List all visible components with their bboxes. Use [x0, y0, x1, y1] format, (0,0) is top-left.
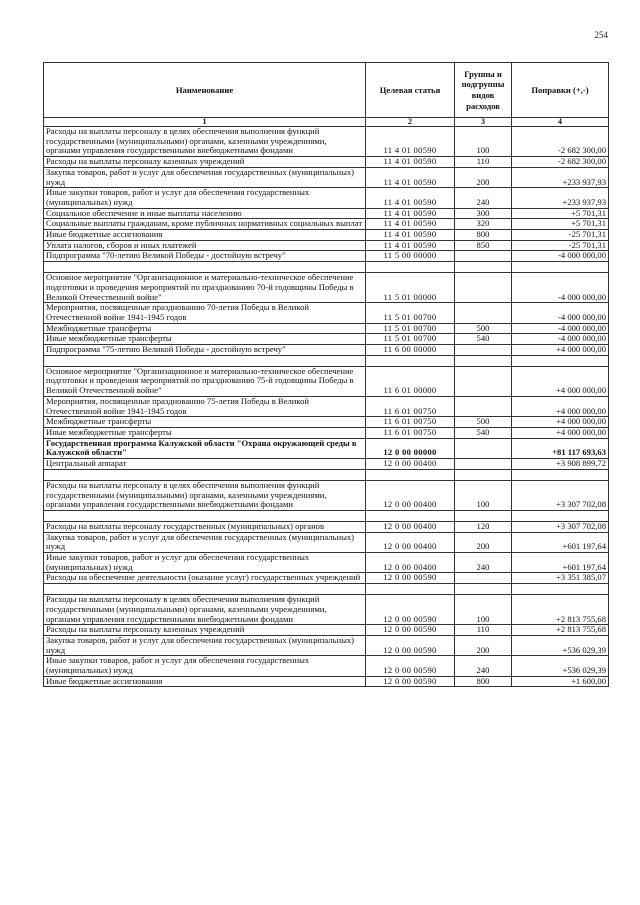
table-row: [44, 396, 609, 416]
row-target-article-cell: 11 5 01 00700: [366, 323, 455, 334]
row-expense-group-cell: [455, 251, 512, 262]
row-expense-group-cell: 540: [455, 427, 512, 438]
column-number-row: [44, 118, 609, 127]
spacer-cell: [512, 469, 609, 480]
spacer-cell: [512, 355, 609, 366]
row-expense-group-cell: 110: [455, 625, 512, 636]
row-target-article-cell: 11 4 01 00590: [366, 157, 455, 168]
row-name-cell: Мероприятия, посвященные празднованию 70-летия Победы в Великой Отечественной войне 1941-1945 годов: [44, 303, 366, 323]
row-amendment-amount-cell: +4 000 000,00: [512, 417, 609, 428]
row-expense-group-cell: [455, 573, 512, 584]
row-expense-group-cell: 110: [455, 157, 512, 168]
spacer-cell: [455, 584, 512, 595]
row-target-article-cell: 11 4 01 00590: [366, 230, 455, 241]
row-target-article-cell: 11 4 01 00590: [366, 208, 455, 219]
row-target-article-cell: 12 0 00 00590: [366, 595, 455, 625]
budget-amendments-table: [43, 62, 609, 687]
spacer-cell: [512, 510, 609, 521]
row-name-cell: Подпрограмма "75-летию Великой Победы - достойную встречу": [44, 345, 366, 356]
row-expense-group-cell: 500: [455, 417, 512, 428]
row-name-cell: Межбюджетные трансферты: [44, 417, 366, 428]
spacer-cell: [455, 355, 512, 366]
row-target-article-cell: 11 5 01 00700: [366, 303, 455, 323]
table-row: [44, 303, 609, 323]
header-amendments: Поправки (+,-): [512, 63, 609, 118]
row-target-article-cell: 12 0 00 00400: [366, 459, 455, 470]
row-name-cell: Центральный аппарат: [44, 459, 366, 470]
table-header-row: [44, 63, 609, 118]
row-amendment-amount-cell: -4 000 000,00: [512, 334, 609, 345]
row-name-cell: Подпрограмма "70-летию Великой Победы - достойную встречу": [44, 251, 366, 262]
page-number: 254: [594, 30, 608, 40]
spacer-cell: [44, 584, 366, 595]
table-row: [44, 240, 609, 251]
spacer-cell: [512, 584, 609, 595]
row-name-cell: Социальные выплаты гражданам, кроме публичных нормативных социальных выплат: [44, 219, 366, 230]
header-target-article: Целевая статья: [366, 63, 455, 118]
table-row: [44, 595, 609, 625]
row-target-article-cell: 12 0 00 00590: [366, 573, 455, 584]
table-row: [44, 167, 609, 187]
spacer-cell: [44, 262, 366, 273]
header-expense-groups: Группы и подгруппы видов расходов: [455, 63, 512, 118]
row-target-article-cell: 12 0 00 00400: [366, 532, 455, 552]
table-row: [44, 459, 609, 470]
row-spacer: [44, 469, 609, 480]
row-spacer: [44, 584, 609, 595]
row-name-cell: Иные бюджетные ассигнования: [44, 230, 366, 241]
row-expense-group-cell: [455, 459, 512, 470]
spacer-cell: [455, 469, 512, 480]
row-name-cell: Закупка товаров, работ и услуг для обеспечения государственных (муниципальных) нужд: [44, 635, 366, 655]
table-row: [44, 219, 609, 230]
row-expense-group-cell: [455, 273, 512, 303]
row-amendment-amount-cell: -25 701,31: [512, 230, 609, 241]
table-row: [44, 273, 609, 303]
row-amendment-amount-cell: +1 600,00: [512, 676, 609, 687]
table-row: [44, 656, 609, 676]
table-row: [44, 127, 609, 157]
row-spacer: [44, 510, 609, 521]
row-expense-group-cell: [455, 303, 512, 323]
row-name-cell: Иные закупки товаров, работ и услуг для обеспечения государственных (муниципальных) нужд: [44, 656, 366, 676]
row-expense-group-cell: 800: [455, 676, 512, 687]
row-name-cell: Социальное обеспечение и иные выплаты населению: [44, 208, 366, 219]
row-name-cell: Расходы на выплаты персоналу казенных учреждений: [44, 625, 366, 636]
row-amendment-amount-cell: -4 000 000,00: [512, 273, 609, 303]
row-target-article-cell: 12 0 00 00590: [366, 635, 455, 655]
table-row: [44, 480, 609, 510]
row-name-cell: Иные межбюджетные трансферты: [44, 334, 366, 345]
table-row: [44, 157, 609, 168]
row-amendment-amount-cell: +4 000 000,00: [512, 345, 609, 356]
row-target-article-cell: 11 6 01 00750: [366, 427, 455, 438]
row-amendment-amount-cell: -4 000 000,00: [512, 303, 609, 323]
spacer-cell: [366, 262, 455, 273]
row-amendment-amount-cell: +3 351 385,07: [512, 573, 609, 584]
row-name-cell: Основное мероприятие "Организационное и материально-техническое обеспечение подготовки и проведения мероприятий по празднованию 70-й годовщины Победы в Великой Отечественной войне": [44, 273, 366, 303]
row-expense-group-cell: 100: [455, 595, 512, 625]
row-target-article-cell: 11 4 01 00590: [366, 127, 455, 157]
row-expense-group-cell: 320: [455, 219, 512, 230]
row-expense-group-cell: 200: [455, 167, 512, 187]
row-target-article-cell: 11 4 01 00590: [366, 240, 455, 251]
row-target-article-cell: 12 0 00 00400: [366, 553, 455, 573]
row-expense-group-cell: [455, 396, 512, 416]
row-expense-group-cell: 240: [455, 656, 512, 676]
table-row: [44, 366, 609, 396]
spacer-cell: [455, 510, 512, 521]
row-amendment-amount-cell: +5 701,31: [512, 208, 609, 219]
table-row: [44, 553, 609, 573]
row-name-cell: Иные бюджетные ассигнования: [44, 676, 366, 687]
column-number: 4: [512, 118, 609, 127]
row-expense-group-cell: 200: [455, 532, 512, 552]
table-row: [44, 417, 609, 428]
row-expense-group-cell: 200: [455, 635, 512, 655]
row-expense-group-cell: 120: [455, 521, 512, 532]
row-name-cell: Расходы на выплаты персоналу казенных учреждений: [44, 157, 366, 168]
row-target-article-cell: 11 4 01 00590: [366, 167, 455, 187]
row-amendment-amount-cell: -2 682 300,00: [512, 127, 609, 157]
row-name-cell: Межбюджетные трансферты: [44, 323, 366, 334]
row-amendment-amount-cell: +81 117 693,63: [512, 438, 609, 458]
column-number: 1: [44, 118, 366, 127]
spacer-cell: [366, 510, 455, 521]
row-target-article-cell: 11 6 00 00000: [366, 345, 455, 356]
row-target-article-cell: 12 0 00 00590: [366, 676, 455, 687]
spacer-cell: [44, 355, 366, 366]
row-target-article-cell: 12 0 00 00000: [366, 438, 455, 458]
table-row: [44, 208, 609, 219]
row-amendment-amount-cell: +233 937,93: [512, 167, 609, 187]
row-name-cell: Основное мероприятие "Организационное и материально-техническое обеспечение подготовки и проведения мероприятий по празднованию 75-й годовщины Победы в Великой Отечественной войне": [44, 366, 366, 396]
table-row: [44, 323, 609, 334]
row-target-article-cell: 11 5 00 00000: [366, 251, 455, 262]
row-name-cell: Мероприятия, посвященные празднованию 75-летия Победы в Великой Отечественной войне 1941-1945 годов: [44, 396, 366, 416]
row-spacer: [44, 262, 609, 273]
spacer-cell: [366, 469, 455, 480]
row-target-article-cell: 11 4 01 00590: [366, 188, 455, 208]
row-target-article-cell: 11 6 01 00750: [366, 396, 455, 416]
table-row: [44, 251, 609, 262]
table-row: [44, 334, 609, 345]
table-row: [44, 427, 609, 438]
table-row: [44, 438, 609, 458]
row-amendment-amount-cell: -2 682 300,00: [512, 157, 609, 168]
table-row: [44, 188, 609, 208]
row-spacer: [44, 355, 609, 366]
row-expense-group-cell: 240: [455, 188, 512, 208]
table-row: [44, 625, 609, 636]
table-row: [44, 635, 609, 655]
table-row: [44, 521, 609, 532]
row-target-article-cell: 11 6 01 00750: [366, 417, 455, 428]
row-target-article-cell: 11 6 01 00000: [366, 366, 455, 396]
row-target-article-cell: 12 0 00 00590: [366, 656, 455, 676]
spacer-cell: [44, 469, 366, 480]
row-name-cell: Расходы на выплаты персоналу в целях обеспечения выполнения функций государственными (муниципальными) органами, казенными учреждениями, органами управления государственными внебюджетными фондами: [44, 480, 366, 510]
row-target-article-cell: 11 5 01 00000: [366, 273, 455, 303]
row-amendment-amount-cell: -4 000 000,00: [512, 323, 609, 334]
row-amendment-amount-cell: +3 307 702,08: [512, 480, 609, 510]
column-number: 3: [455, 118, 512, 127]
table-row: [44, 532, 609, 552]
row-amendment-amount-cell: +4 000 000,00: [512, 366, 609, 396]
row-expense-group-cell: 540: [455, 334, 512, 345]
row-name-cell: Иные закупки товаров, работ и услуг для обеспечения государственных (муниципальных) нужд: [44, 553, 366, 573]
row-expense-group-cell: 100: [455, 480, 512, 510]
row-name-cell: Расходы на выплаты персоналу в целях обеспечения выполнения функций государственными (муниципальными) органами, казенными учреждениями, органами управления государственными внебюджетными фондами: [44, 595, 366, 625]
table-row: [44, 345, 609, 356]
row-amendment-amount-cell: +233 937,93: [512, 188, 609, 208]
spacer-cell: [44, 510, 366, 521]
row-amendment-amount-cell: +3 908 899,72: [512, 459, 609, 470]
row-expense-group-cell: [455, 438, 512, 458]
row-expense-group-cell: 240: [455, 553, 512, 573]
column-number: 2: [366, 118, 455, 127]
header-name: Наименование: [44, 63, 366, 118]
row-name-cell: Государственная программа Калужской области "Охрана окружающей среды в Калужской области": [44, 438, 366, 458]
row-expense-group-cell: 300: [455, 208, 512, 219]
row-amendment-amount-cell: -4 000 000,00: [512, 251, 609, 262]
row-expense-group-cell: 850: [455, 240, 512, 251]
row-amendment-amount-cell: +5 701,31: [512, 219, 609, 230]
spacer-cell: [512, 262, 609, 273]
row-amendment-amount-cell: +536 029,39: [512, 635, 609, 655]
row-name-cell: Иные закупки товаров, работ и услуг для обеспечения государственных (муниципальных) нужд: [44, 188, 366, 208]
table-row: [44, 573, 609, 584]
row-target-article-cell: 11 5 01 00700: [366, 334, 455, 345]
table-row: [44, 676, 609, 687]
row-amendment-amount-cell: +3 307 702,08: [512, 521, 609, 532]
row-name-cell: Уплата налогов, сборов и иных платежей: [44, 240, 366, 251]
row-name-cell: Расходы на выплаты персоналу государственных (муниципальных) органов: [44, 521, 366, 532]
row-expense-group-cell: 800: [455, 230, 512, 241]
spacer-cell: [366, 355, 455, 366]
row-target-article-cell: 12 0 00 00590: [366, 625, 455, 636]
row-amendment-amount-cell: +601 197,64: [512, 532, 609, 552]
row-amendment-amount-cell: +4 000 000,00: [512, 427, 609, 438]
row-amendment-amount-cell: -25 701,31: [512, 240, 609, 251]
row-amendment-amount-cell: +2 813 755,68: [512, 595, 609, 625]
row-amendment-amount-cell: +4 000 000,00: [512, 396, 609, 416]
row-target-article-cell: 11 4 01 00590: [366, 219, 455, 230]
row-target-article-cell: 12 0 00 00400: [366, 480, 455, 510]
row-name-cell: Закупка товаров, работ и услуг для обеспечения государственных (муниципальных) нужд: [44, 167, 366, 187]
table-body: [44, 127, 609, 687]
row-target-article-cell: 12 0 00 00400: [366, 521, 455, 532]
spacer-cell: [366, 584, 455, 595]
row-expense-group-cell: [455, 345, 512, 356]
row-expense-group-cell: [455, 366, 512, 396]
row-amendment-amount-cell: +601 197,64: [512, 553, 609, 573]
row-name-cell: Расходы на выплаты персоналу в целях обеспечения выполнения функций государственными (муниципальными) органами, казенными учреждениями, органами управления государственными внебюджетными фондами: [44, 127, 366, 157]
row-name-cell: Иные межбюджетные трансферты: [44, 427, 366, 438]
row-amendment-amount-cell: +536 029,39: [512, 656, 609, 676]
row-amendment-amount-cell: +2 813 755,68: [512, 625, 609, 636]
row-expense-group-cell: 100: [455, 127, 512, 157]
row-name-cell: Закупка товаров, работ и услуг для обеспечения государственных (муниципальных) нужд: [44, 532, 366, 552]
table-row: [44, 230, 609, 241]
row-expense-group-cell: 500: [455, 323, 512, 334]
spacer-cell: [455, 262, 512, 273]
row-name-cell: Расходы на обеспечение деятельности (оказание услуг) государственных учреждений: [44, 573, 366, 584]
